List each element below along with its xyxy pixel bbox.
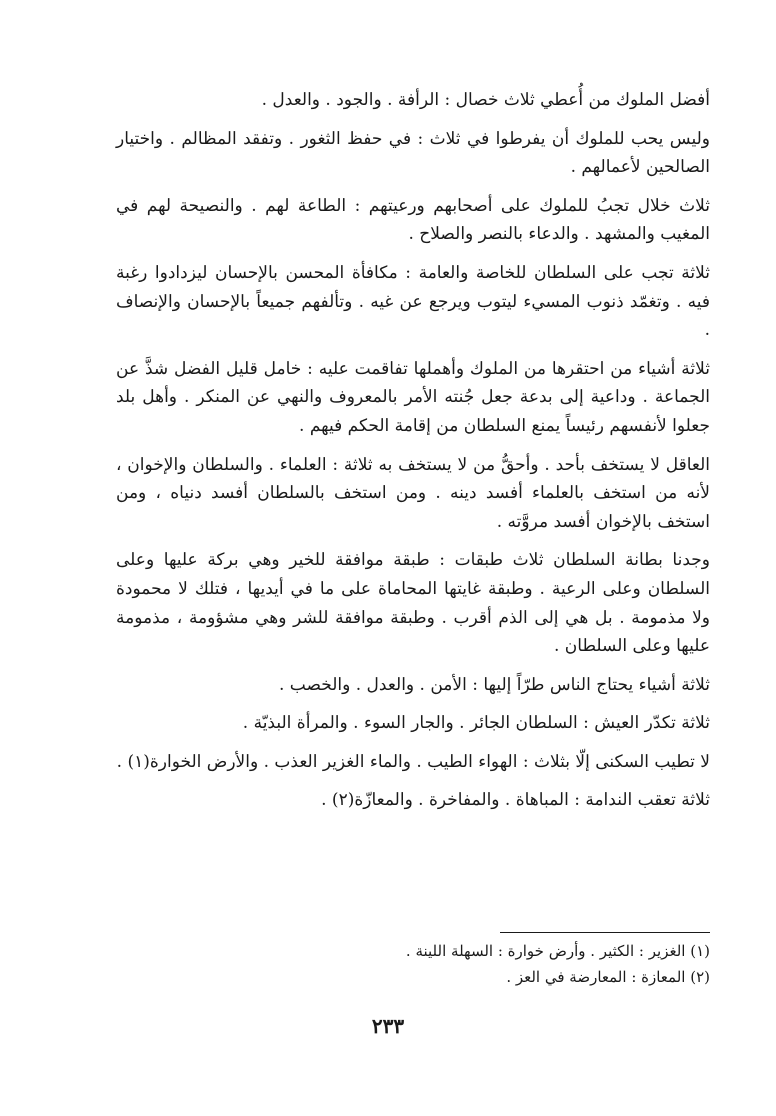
- paragraph-2: وليس يحب للملوك أن يفرطوا في ثلاث : في حفظ الثغور . وتفقد المظالم . واختيار الصالحين لأعمالهم .: [116, 128, 710, 178]
- paragraph-9: ثلاثة تكدّر العيش : السلطان الجائر . والجار السوء . والمرأة البذيّة .: [242, 713, 710, 734]
- footnote-2: (٢) المعازة : المعارضة في العز .: [506, 968, 710, 986]
- paragraph-11: ثلاثة تعقب الندامة : المباهاة . والمفاخرة . والمعازّة(٢) .: [321, 790, 710, 811]
- footnote-1: (١) الغزير : الكثير . وأرض خوارة : السهلة اللينة .: [405, 942, 710, 960]
- paragraph-10: لا تطيب السكنى إلّا بثلاث : الهواء الطيب . والماء الغزير العذب . والأرض الخوارة(١) .: [116, 751, 710, 772]
- paragraph-7: وجدنا بطانة السلطان ثلاث طبقات : طبقة موافقة للخير وهي بركة عليها وعلى السلطان وعلى الرعية . وطبقة غايتها المحاماة على ما في أيديها ، فتلك لا محمودة ولا مذمومة . بل هي إلى الذم أقرب . وطبقة موافقة للشر وهي مشؤومة ، مذمومة عليها وعلى السلطان .: [116, 550, 710, 657]
- paragraph-3: ثلاث خلال تجبُ للملوك على أصحابهم ورعيتهم : الطاعة لهم . والنصيحة لهم في المغيب والمشهد . والدعاء بالنصر والصلاح .: [116, 195, 710, 245]
- paragraph-4: ثلاثة تجب على السلطان للخاصة والعامة : مكافأة المحسن بالإحسان ليزدادوا رغبة فيه . وتغمّد ذنوب المسيء ليتوب ويرجع عن غيه . وتألفهم جميعاً بالإحسان والإنصاف .: [116, 262, 710, 341]
- page-number: ٢٣٣: [371, 1014, 405, 1038]
- footnotes: [116, 938, 710, 990]
- paragraph-1: أفضل الملوك من أُعطي ثلاث خصال : الرأفة . والجود . والعدل .: [261, 90, 710, 110]
- main-text: [116, 86, 710, 815]
- paragraph-6: العاقل لا يستخف بأحد . وأحقُّ من لا يستخف به ثلاثة : العلماء . والسلطان والإخوان ، لأنه من استخف بالعلماء أفسد دينه . ومن استخف بالسلطان أفسد دنياه ، ومن استخف بالإخوان أفسد مروَّته .: [116, 454, 710, 532]
- paragraph-8: ثلاثة أشياء يحتاج الناس طرّاً إليها : الأمن . والعدل . والخصب .: [279, 674, 710, 695]
- footnote-divider: [500, 932, 710, 933]
- paragraph-5: ثلاثة أشياء من احتقرها من الملوك وأهملها تفاقمت عليه : خامل قليل الفضل شذَّ عن الجماعة . وداعية إلى بدعة جعل جُنته الأمر بالمعروف والنهي عن المنكر . وأهل بلد جعلوا لأنفسهم رئيساً يمنع السلطان من إقامة الحكم فيهم .: [116, 358, 710, 436]
